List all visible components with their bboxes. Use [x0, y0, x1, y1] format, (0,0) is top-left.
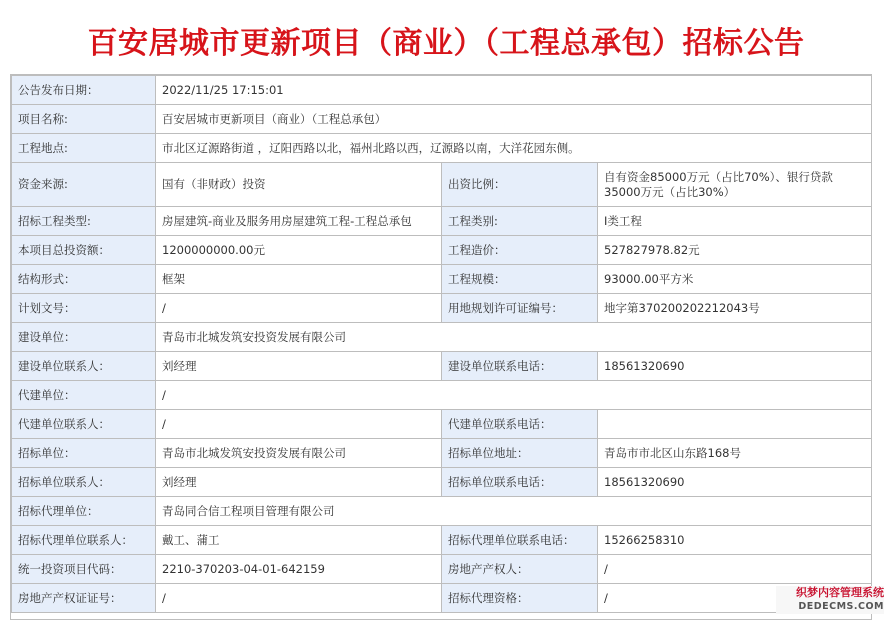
fund-source-label: 资金来源: — [12, 163, 156, 207]
builder-value: 青岛市北城发筑安投资发展有限公司 — [156, 323, 872, 352]
tenderer-phone-label: 招标单位联系电话： — [442, 468, 598, 497]
builder-phone-value: 18561320690 — [598, 352, 872, 381]
total-investment-value: 1200000000.00元 — [156, 236, 442, 265]
property-certificate-label: 房地产产权证证号： — [12, 584, 156, 613]
tenderer-address-value: 青岛市市北区山东路168号 — [598, 439, 872, 468]
tenderer-address-label: 招标单位地址： — [442, 439, 598, 468]
project-name-value: 百安居城市更新项目（商业）（工程总承包） — [156, 105, 872, 134]
agent-builder-contact-label: 代建单位联系人： — [12, 410, 156, 439]
notice-info-table — [10, 74, 872, 620]
table-row — [12, 526, 872, 555]
project-category-label: 工程类别: — [442, 207, 598, 236]
total-investment-label: 本项目总投资额： — [12, 236, 156, 265]
property-owner-label: 房地产产权人： — [442, 555, 598, 584]
builder-label: 建设单位： — [12, 323, 156, 352]
watermark-line1: 织梦内容管理系统 — [796, 586, 884, 599]
tender-agent-label: 招标代理单位： — [12, 497, 156, 526]
agent-qualification-label: 招标代理资格： — [442, 584, 598, 613]
tenderer-contact-value: 刘经理 — [156, 468, 442, 497]
publish-date-label: 公告发布日期： — [12, 76, 156, 105]
builder-contact-label: 建设单位联系人： — [12, 352, 156, 381]
tender-agent-phone-value: 15266258310 — [598, 526, 872, 555]
land-permit-label: 用地规划许可证编号： — [442, 294, 598, 323]
plan-document-value: / — [156, 294, 442, 323]
tender-agent-contact-label: 招标代理单位联系人： — [12, 526, 156, 555]
project-scale-value: 93000.00平方米 — [598, 265, 872, 294]
table-row — [12, 236, 872, 265]
tender-agent-phone-label: 招标代理单位联系电话： — [442, 526, 598, 555]
property-owner-value: / — [598, 555, 872, 584]
table-row — [12, 555, 872, 584]
agent-builder-phone-label: 代建单位联系电话： — [442, 410, 598, 439]
project-name-label: 项目名称: — [12, 105, 156, 134]
project-code-value: 2210-370203-04-01-642159 — [156, 555, 442, 584]
table-row — [12, 468, 872, 497]
table-row — [12, 352, 872, 381]
project-cost-label: 工程造价： — [442, 236, 598, 265]
builder-contact-value: 刘经理 — [156, 352, 442, 381]
table-row — [12, 207, 872, 236]
table-row — [12, 584, 872, 613]
table-row — [12, 410, 872, 439]
tender-agent-value: 青岛同合信工程项目管理有限公司 — [156, 497, 872, 526]
agent-builder-label: 代建单位： — [12, 381, 156, 410]
table-row — [12, 105, 872, 134]
agent-builder-value: / — [156, 381, 872, 410]
project-location-label: 工程地点: — [12, 134, 156, 163]
publish-date-value: 2022/11/25 17:15:01 — [156, 76, 872, 105]
table-row — [12, 439, 872, 468]
project-code-label: 统一投资项目代码： — [12, 555, 156, 584]
table-row — [12, 76, 872, 105]
funding-ratio-label: 出资比例： — [442, 163, 598, 207]
structure-type-label: 结构形式： — [12, 265, 156, 294]
builder-phone-label: 建设单位联系电话： — [442, 352, 598, 381]
structure-type-value: 框架 — [156, 265, 442, 294]
table-row — [12, 163, 872, 207]
project-type-label: 招标工程类型: — [12, 207, 156, 236]
agent-qualification-value: / — [598, 584, 872, 613]
table-row — [12, 497, 872, 526]
project-category-value: Ⅰ类工程 — [598, 207, 872, 236]
funding-ratio-value: 自有资金85000万元（占比70%）、银行贷款35000万元（占比30%） — [598, 163, 872, 207]
project-location-value: 市北区辽源路街道 ，辽阳西路以北，福州北路以西，辽源路以南，大洋花园东侧。 — [156, 134, 872, 163]
table-row — [12, 134, 872, 163]
page-title: 百安居城市更新项目（商业）（工程总承包）招标公告 — [87, 26, 805, 61]
tenderer-contact-label: 招标单位联系人： — [12, 468, 156, 497]
project-cost-value: 527827978.82元 — [598, 236, 872, 265]
tenderer-value: 青岛市北城发筑安投资发展有限公司 — [156, 439, 442, 468]
tenderer-label: 招标单位： — [12, 439, 156, 468]
table-row — [12, 323, 872, 352]
agent-builder-contact-value: / — [156, 410, 442, 439]
project-scale-label: 工程规模： — [442, 265, 598, 294]
table-row — [12, 381, 872, 410]
land-permit-value: 地字第370200202212043号 — [598, 294, 872, 323]
agent-builder-phone-value — [598, 410, 872, 439]
tender-agent-contact-value: 戴工、蒲工 — [156, 526, 442, 555]
dedecms-watermark — [776, 586, 884, 614]
project-type-value: 房屋建筑-商业及服务用房屋建筑工程-工程总承包 — [156, 207, 442, 236]
watermark-line2: DEDECMS.COM — [798, 601, 884, 612]
table-row — [12, 265, 872, 294]
property-certificate-value: / — [156, 584, 442, 613]
plan-document-label: 计划文号： — [12, 294, 156, 323]
fund-source-value: 国有（非财政）投资 — [156, 163, 442, 207]
tenderer-phone-value: 18561320690 — [598, 468, 872, 497]
table-row — [12, 294, 872, 323]
